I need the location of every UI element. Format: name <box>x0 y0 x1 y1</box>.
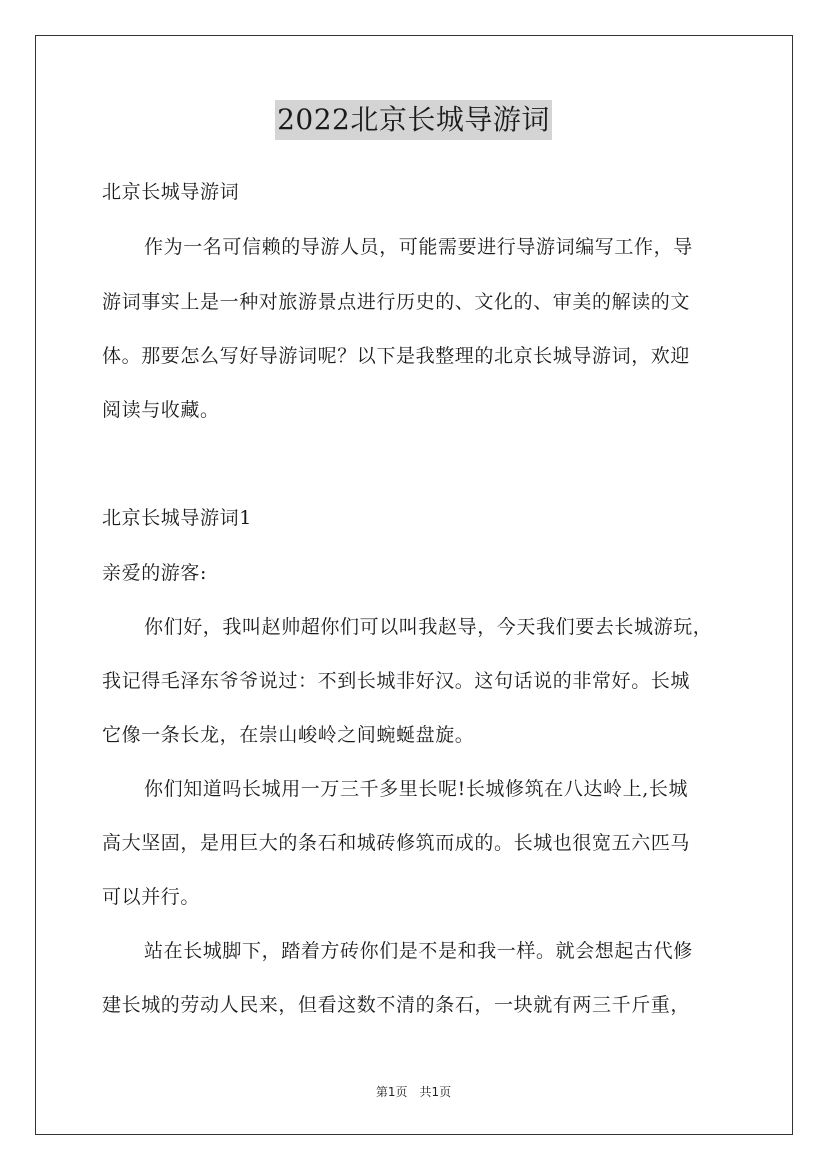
paragraph-line: 你们好，我叫赵帅超你们可以叫我赵导，今天我们要去长城游玩， <box>144 616 713 638</box>
intro-line: 阅读与收藏。 <box>102 399 220 421</box>
paragraph-line: 可以并行。 <box>102 886 201 908</box>
intro-line: 体。那要怎么写好导游词呢？以下是我整理的北京长城导游词，欢迎 <box>102 345 691 367</box>
greeting: 亲爱的游客: <box>102 562 208 584</box>
intro-line: 游词事实上是一种对旅游景点进行历史的、文化的、审美的解读的文 <box>102 291 691 313</box>
title-container <box>0 100 827 140</box>
paragraph-line: 你们知道吗长城用一万三千多里长呢!长城修筑在八达岭上,长城 <box>144 778 689 800</box>
paragraph-line: 我记得毛泽东爷爷说过：不到长城非好汉。这句话说的非常好。长城 <box>102 670 691 692</box>
paragraph-line: 站在长城脚下，踏着方砖你们是不是和我一样。就会想起古代修 <box>144 940 693 962</box>
page-footer: 第1页 共1页 <box>375 1085 452 1099</box>
document-subtitle: 北京长城导游词 <box>102 181 240 203</box>
paragraph-line: 高大坚固，是用巨大的条石和城砖修筑而成的。长城也很宽五六匹马 <box>102 832 691 854</box>
document-title: 2022北京长城导游词 <box>275 100 552 140</box>
intro-line: 作为一名可信赖的导游人员，可能需要进行导游词编写工作，导 <box>144 236 693 258</box>
paragraph-line: 建长城的劳动人民来，但看这数不清的条石，一块就有两三千斤重， <box>102 994 691 1016</box>
section-heading: 北京长城导游词1 <box>102 507 252 529</box>
paragraph-line: 它像一条长龙，在崇山峻岭之间蜿蜒盘旋。 <box>102 724 475 746</box>
